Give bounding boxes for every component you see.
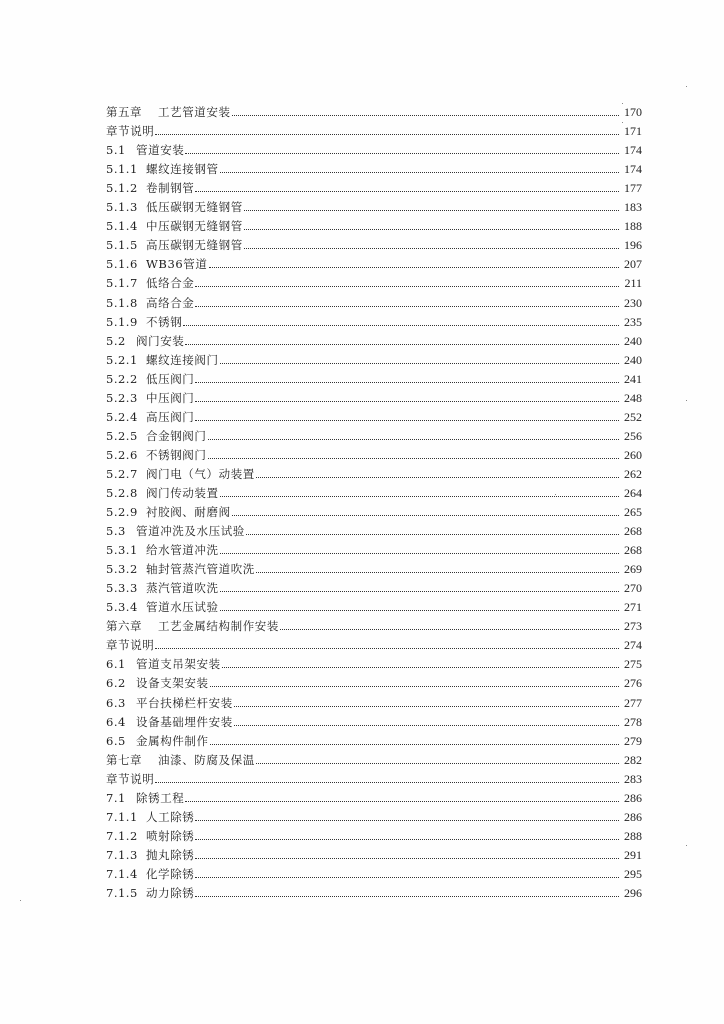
toc-entry-title: 不锈钢阀门 [146, 447, 207, 462]
toc-entry-title: 抛丸除锈 [146, 847, 195, 862]
toc-entry-page: 252 [624, 409, 642, 424]
toc-entry-number: 5.1.3 [106, 200, 138, 215]
toc-entry-number: 6.4 [106, 714, 126, 729]
toc-entry-page: 264 [624, 485, 642, 500]
toc-entry-number: 第七章 [106, 752, 142, 767]
toc-entry [106, 462, 642, 481]
toc-entry [106, 138, 642, 157]
toc-entry-number: 5.1.1 [106, 162, 138, 177]
toc-entry-number: 6.1 [106, 657, 126, 672]
toc-entry [106, 786, 642, 805]
toc-dot-leader [155, 781, 619, 783]
scan-speck [555, 494, 556, 495]
toc-entry-number: 第六章 [106, 619, 142, 634]
toc-entry-page: 174 [624, 143, 642, 158]
toc-dot-leader [185, 800, 619, 802]
toc-entry-title: 低压碳钢无缝钢管 [146, 200, 243, 215]
toc-entry-number: 5.1.6 [106, 257, 138, 272]
toc-entry-title: 油漆、防腐及保温 [158, 752, 255, 767]
toc-dot-leader [195, 857, 619, 859]
toc-entry-number: 第五章 [106, 105, 142, 120]
toc-dot-leader [256, 571, 619, 573]
toc-entry-title: 中压碳钢无缝钢管 [146, 219, 243, 234]
toc-entry-page: 241 [624, 371, 642, 386]
toc-entry-page: 282 [624, 752, 642, 767]
toc-entry-title: 合金钢阀门 [146, 428, 207, 443]
toc-entry [106, 767, 642, 786]
toc-entry [106, 176, 642, 195]
toc-dot-leader [155, 647, 619, 649]
toc-entry-title: 平台扶梯栏杆安装 [136, 695, 233, 710]
toc-entry-page: 174 [624, 162, 642, 177]
toc-entry-title: 工艺管道安装 [158, 105, 231, 120]
toc-entry [106, 405, 642, 424]
toc-dot-leader [195, 285, 619, 287]
toc-dot-leader [155, 133, 619, 135]
toc-entry [106, 443, 642, 462]
toc-dot-leader [232, 114, 619, 116]
toc-dot-leader [210, 743, 619, 745]
toc-entry-title: 中压阀门 [146, 390, 195, 405]
toc-dot-leader [220, 362, 619, 364]
toc-entry [106, 614, 642, 633]
toc-entry-page: 248 [624, 390, 642, 405]
toc-entry-page: 278 [624, 714, 642, 729]
toc-entry-title: 章节说明 [106, 124, 155, 139]
toc-entry-page: 270 [624, 581, 642, 596]
toc-entry-number: 7.1.5 [106, 885, 138, 900]
toc-entry [106, 862, 642, 881]
toc-entry [106, 214, 642, 233]
toc-entry [106, 252, 642, 271]
toc-entry-title: 工艺金属结构制作安装 [158, 619, 279, 634]
toc-entry-page: 295 [624, 866, 642, 881]
toc-entry-title: WB36管道 [146, 257, 208, 272]
toc-entry-number: 5.1.2 [106, 181, 138, 196]
toc-entry-title: 设备支架安装 [136, 676, 209, 691]
toc-entry [106, 233, 642, 252]
toc-entry-number: 5.2.1 [106, 352, 138, 367]
toc-entry-number: 5.2 [106, 333, 126, 348]
toc-entry-page: 207 [624, 257, 642, 272]
toc-dot-leader [195, 819, 619, 821]
toc-entry [106, 824, 642, 843]
toc-entry-page: 265 [624, 505, 642, 520]
toc-entry-page: 262 [624, 466, 642, 481]
toc-entry [106, 690, 642, 709]
toc-dot-leader [244, 209, 619, 211]
toc-entry-page: 240 [624, 352, 642, 367]
toc-entry [106, 195, 642, 214]
toc-dot-leader [185, 152, 619, 154]
toc-dot-leader [195, 400, 619, 402]
toc-entry-number: 6.5 [106, 733, 126, 748]
toc-dot-leader [280, 628, 619, 630]
toc-entry-number: 5.3 [106, 524, 126, 539]
toc-entry [106, 843, 642, 862]
toc-entry-number: 5.2.2 [106, 371, 138, 386]
toc-dot-leader [185, 343, 619, 345]
toc-entry-title: 低络合金 [146, 276, 195, 291]
toc-dot-leader [195, 876, 619, 878]
toc-entry [106, 652, 642, 671]
toc-entry-number: 5.2.8 [106, 485, 138, 500]
toc-entry-title: 高压阀门 [146, 409, 195, 424]
toc-entry [106, 481, 642, 500]
toc-entry-title: 管道支吊架安装 [136, 657, 221, 672]
toc-entry-page: 283 [624, 771, 642, 786]
toc-dot-leader [195, 419, 619, 421]
toc-entry-number: 5.3.3 [106, 581, 138, 596]
toc-dot-leader [195, 381, 619, 383]
toc-entry-page: 279 [624, 733, 642, 748]
toc-dot-leader [210, 685, 619, 687]
toc-entry-page: 274 [624, 638, 642, 653]
toc-entry-page: 260 [624, 447, 642, 462]
toc-entry [106, 557, 642, 576]
toc-entry-page: 269 [624, 562, 642, 577]
toc-entry-title: 设备基础埋件安装 [136, 714, 233, 729]
toc-entry [106, 119, 642, 138]
scan-speck [622, 103, 623, 104]
toc-entry-title: 螺纹连接钢管 [146, 162, 219, 177]
toc-entry-number: 7.1.1 [106, 809, 138, 824]
toc-entry-page: 296 [624, 885, 642, 900]
toc-dot-leader [220, 609, 619, 611]
toc-entry-title: 螺纹连接阀门 [146, 352, 219, 367]
toc-entry-page: 273 [624, 619, 642, 634]
toc-dot-leader [195, 190, 619, 192]
scan-speck [686, 86, 687, 87]
toc-entry-number: 5.2.6 [106, 447, 138, 462]
toc-entry-page: 177 [624, 181, 642, 196]
toc-dot-leader [220, 171, 619, 173]
toc-entry-number: 7.1.2 [106, 828, 138, 843]
toc-entry-number: 5.3.4 [106, 600, 138, 615]
toc-entry-number: 5.3.1 [106, 543, 138, 558]
toc-entry-page: 196 [624, 238, 642, 253]
toc-dot-leader [234, 724, 619, 726]
toc-entry-number: 5.1.5 [106, 238, 138, 253]
scan-speck [20, 900, 21, 901]
toc-entry-number: 5.2.4 [106, 409, 138, 424]
toc-entry-number: 5.1.8 [106, 295, 138, 310]
toc-entry-page: 183 [624, 200, 642, 215]
toc-entry [106, 386, 642, 405]
toc-entry-title: 管道安装 [136, 143, 185, 158]
toc-entry-title: 喷射除锈 [146, 828, 195, 843]
toc-dot-leader [220, 590, 619, 592]
toc-entry-title: 管道水压试验 [146, 600, 219, 615]
toc-entry-page: 256 [624, 428, 642, 443]
scan-speck [686, 845, 687, 846]
toc-entry-page: 275 [624, 657, 642, 672]
toc-dot-leader [195, 838, 619, 840]
scan-speck [686, 400, 687, 401]
toc-dot-leader [195, 305, 619, 307]
toc-entry-page: 170 [624, 105, 642, 120]
toc-entry-title: 给水管道冲洗 [146, 543, 219, 558]
toc-entry-number: 5.1 [106, 143, 126, 158]
toc-entry-title: 阀门传动装置 [146, 485, 219, 500]
toc-entry [106, 519, 642, 538]
toc-dot-leader [208, 438, 620, 440]
toc-entry-number: 5.2.7 [106, 466, 138, 481]
toc-entry-title: 管道冲洗及水压试验 [136, 524, 245, 539]
toc-entry-number: 6.3 [106, 695, 126, 710]
toc-entry [106, 710, 642, 729]
toc-entry-page: 276 [624, 676, 642, 691]
toc-entry [106, 424, 642, 443]
toc-entry-number: 7.1.3 [106, 847, 138, 862]
toc-entry-number: 5.1.4 [106, 219, 138, 234]
toc-entry-page: 277 [624, 695, 642, 710]
toc-entry-page: 286 [624, 790, 642, 805]
toc-entry-title: 阀门电（气）动装置 [146, 466, 255, 481]
toc-entry [106, 367, 642, 386]
toc-entry-title: 轴封管蒸汽管道吹洗 [146, 562, 255, 577]
toc-entry [106, 538, 642, 557]
toc-entry-title: 高络合金 [146, 295, 195, 310]
toc-entry-page: 171 [624, 124, 642, 139]
toc-dot-leader [220, 552, 619, 554]
toc-entry-page: 230 [624, 295, 642, 310]
toc-entry-page: 268 [624, 543, 642, 558]
toc-entry-page: 188 [624, 219, 642, 234]
toc-dot-leader [220, 495, 619, 497]
toc-entry-page: 268 [624, 524, 642, 539]
toc-entry-number: 5.1.9 [106, 314, 138, 329]
toc-dot-leader [209, 266, 619, 268]
toc-entry [106, 157, 642, 176]
toc-entry-title: 高压碳钢无缝钢管 [146, 238, 243, 253]
toc-entry-title: 低压阀门 [146, 371, 195, 386]
toc-entry-number: 6.2 [106, 676, 126, 691]
toc-dot-leader [232, 514, 619, 516]
toc-entry-number: 5.2.9 [106, 505, 138, 520]
toc-dot-leader [244, 228, 619, 230]
toc-entry [106, 329, 642, 348]
toc-dot-leader [195, 895, 619, 897]
scan-speck [622, 122, 623, 123]
toc-dot-leader [183, 324, 619, 326]
toc-entry-page: 271 [624, 600, 642, 615]
toc-dot-leader [256, 762, 619, 764]
toc-entry-title: 除锈工程 [136, 790, 185, 805]
toc-entry-title: 金属构件制作 [136, 733, 209, 748]
toc-entry-title: 卷制钢管 [146, 181, 195, 196]
toc-entry-title: 章节说明 [106, 771, 155, 786]
toc-entry-page: 211 [624, 276, 642, 291]
toc-entry-number: 5.1.7 [106, 276, 138, 291]
toc-entry-page: 240 [624, 333, 642, 348]
toc-entry-title: 不锈钢 [146, 314, 183, 329]
toc-entry [106, 290, 642, 309]
toc-dot-leader [234, 705, 619, 707]
toc-entry [106, 633, 642, 652]
toc-entry-number: 7.1 [106, 790, 126, 805]
toc-entry-title: 阀门安装 [136, 333, 185, 348]
toc-entry [106, 805, 642, 824]
toc-entry-title: 化学除锈 [146, 866, 195, 881]
toc-dot-leader [208, 457, 620, 459]
toc-entry-page: 291 [624, 847, 642, 862]
toc-entry [106, 671, 642, 690]
toc-entry-title: 动力除锈 [146, 885, 195, 900]
toc-entry [106, 595, 642, 614]
toc-entry-number: 7.1.4 [106, 866, 138, 881]
toc-entry [106, 500, 642, 519]
toc-entry [106, 576, 642, 595]
toc-entry-title: 衬胶阀、耐磨阀 [146, 505, 231, 520]
toc-entry [106, 348, 642, 367]
toc-entry [106, 748, 642, 767]
toc-entry-number: 5.3.2 [106, 562, 138, 577]
toc-entry-page: 286 [624, 809, 642, 824]
toc-entry-number: 5.2.5 [106, 428, 138, 443]
toc-entry-title: 人工除锈 [146, 809, 195, 824]
toc-entry [106, 310, 642, 329]
toc-entry [106, 100, 642, 119]
toc-entry [106, 729, 642, 748]
table-of-contents [106, 100, 642, 900]
toc-entry-title: 蒸汽管道吹洗 [146, 581, 219, 596]
toc-entry-number: 5.2.3 [106, 390, 138, 405]
toc-entry [106, 881, 642, 900]
toc-dot-leader [256, 476, 619, 478]
toc-dot-leader [246, 533, 619, 535]
toc-entry-page: 235 [624, 314, 642, 329]
toc-dot-leader [244, 247, 619, 249]
toc-entry-title: 章节说明 [106, 638, 155, 653]
toc-entry [106, 271, 642, 290]
toc-entry-page: 288 [624, 828, 642, 843]
toc-dot-leader [222, 666, 619, 668]
